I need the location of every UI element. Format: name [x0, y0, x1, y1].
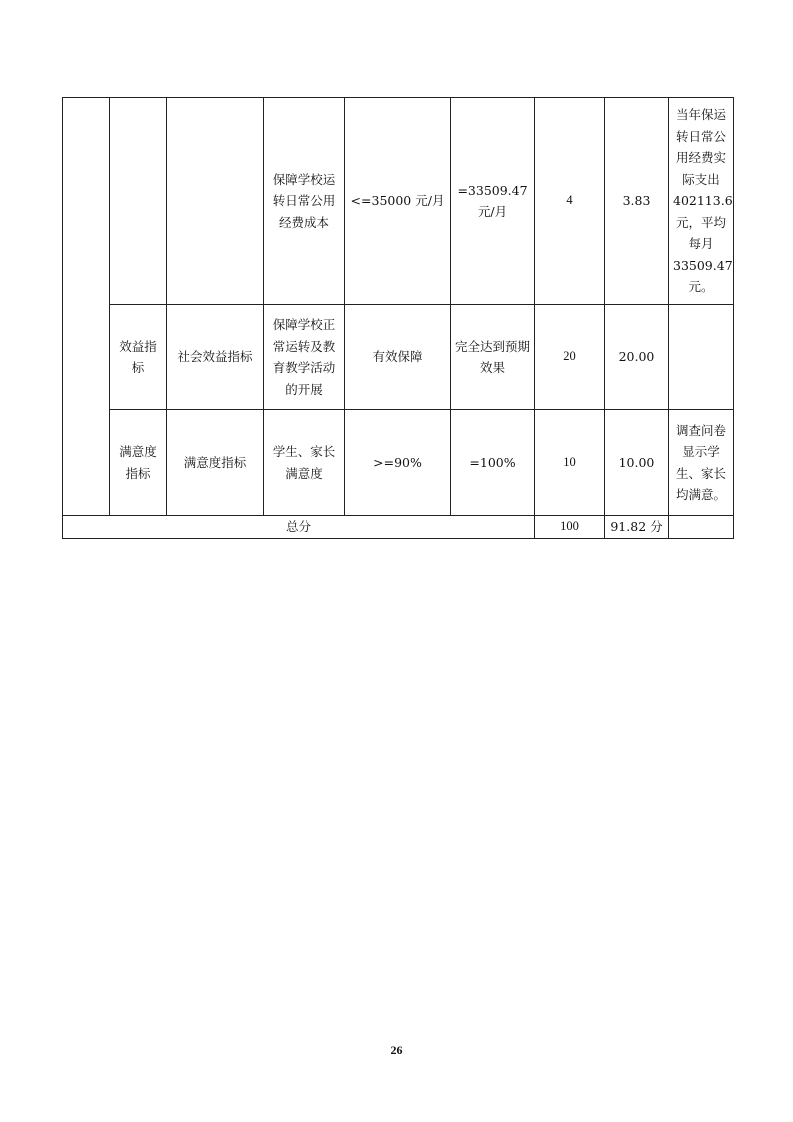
level3-sub-cell [167, 98, 264, 305]
level2-indicator-cell: 满意度指标 [110, 410, 167, 516]
level2-indicator-cell [110, 98, 167, 305]
actual-value-cell: =100% [451, 410, 535, 516]
indicator-name-cell: 保障学校正常运转及教育教学活动的开展 [264, 305, 345, 410]
level3-sub-cell: 满意度指标 [167, 410, 264, 516]
target-value-cell: >=90% [345, 410, 451, 516]
note-cell: 调查问卷显示学生、家长均满意。 [669, 410, 734, 516]
indicator-name-cell: 保障学校运转日常公用经费成本 [264, 98, 345, 305]
score-cell: 3.83 [605, 98, 669, 305]
total-label: 总分 [63, 516, 535, 539]
weight-cell: 20 [535, 305, 605, 410]
table-row [63, 305, 734, 410]
note-cell: 当年保运转日常公用经费实际支出402113.6元，平均每月33509.47元。 [669, 98, 734, 305]
total-row [63, 516, 734, 539]
actual-value-cell: 完全达到预期效果 [451, 305, 535, 410]
actual-value-cell: =33509.47元/月 [451, 98, 535, 305]
indicator-name-cell: 学生、家长满意度 [264, 410, 345, 516]
level1-indicator-cell [63, 98, 110, 516]
target-value-cell: 有效保障 [345, 305, 451, 410]
level2-indicator-cell: 效益指标 [110, 305, 167, 410]
score-cell: 20.00 [605, 305, 669, 410]
weight-cell: 10 [535, 410, 605, 516]
note-cell [669, 305, 734, 410]
level3-sub-cell: 社会效益指标 [167, 305, 264, 410]
table-row [63, 98, 734, 305]
performance-table [62, 97, 734, 539]
page-number: 26 [390, 1043, 403, 1057]
target-value-cell: <=35000 元/月 [345, 98, 451, 305]
table-row [63, 410, 734, 516]
weight-cell: 4 [535, 98, 605, 305]
score-cell: 10.00 [605, 410, 669, 516]
total-score: 91.82 分 [605, 516, 669, 539]
total-weight: 100 [535, 516, 605, 539]
total-note-cell [669, 516, 734, 539]
